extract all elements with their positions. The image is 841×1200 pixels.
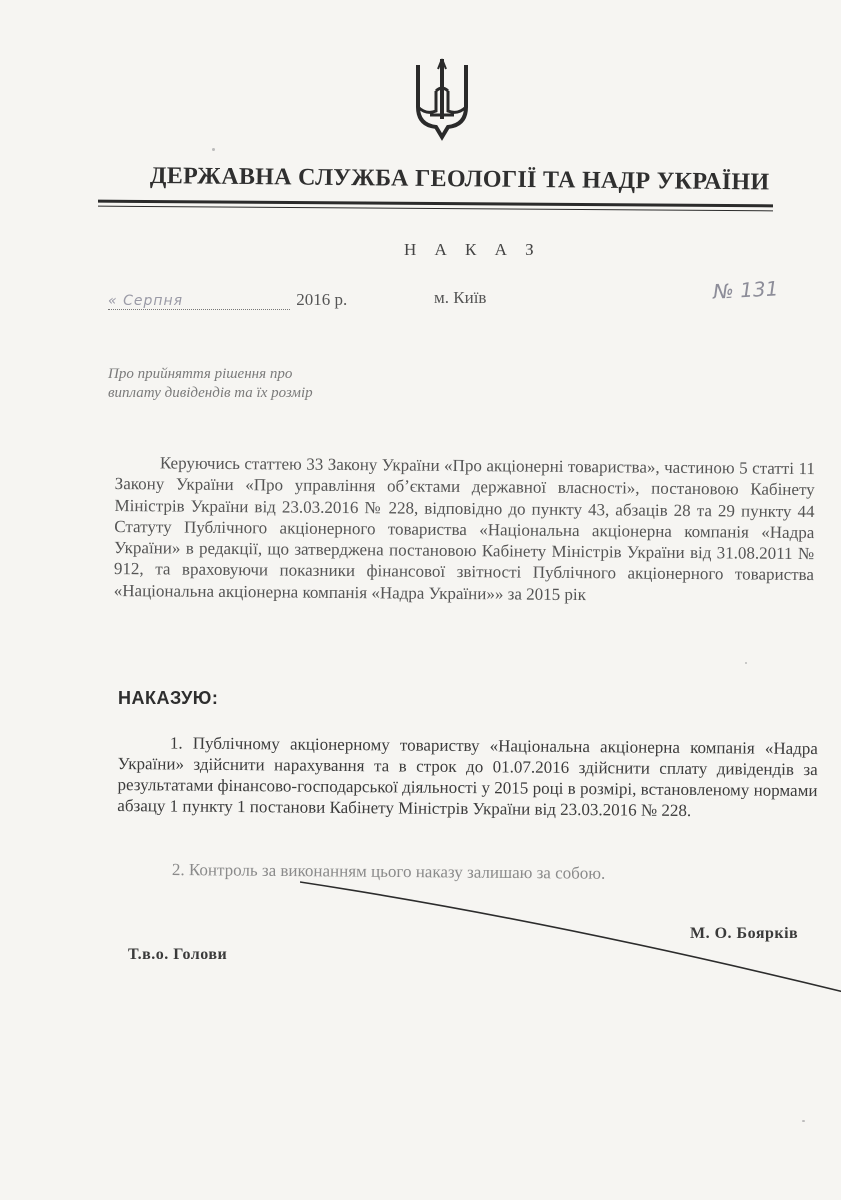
document-type: Н А К А З: [404, 240, 541, 259]
subject-line-2: виплату дивідендів та їх розмір: [108, 385, 313, 401]
subject-line-1: Про прийняття рішення про: [108, 366, 293, 382]
paper-speck: [745, 662, 747, 664]
decree-heading: НАКАЗУЮ:: [118, 688, 219, 708]
decree-item-2: 2. Контроль за виконанням цього наказу залишаю за собою.: [171, 860, 606, 883]
document-date: [108, 290, 347, 310]
trident-emblem-icon: [410, 55, 474, 143]
order-subject: [108, 365, 368, 403]
agency-name: ДЕРЖАВНА СЛУЖБА ГЕОЛОГІЇ ТА НАДР УКРАЇНИ: [149, 163, 770, 196]
paper-speck: [212, 148, 215, 151]
document-number: № 131: [712, 276, 779, 304]
preamble-paragraph: Керуючись статтею 33 Закону України «Про акціонерні товариства», частиною 5 статті 11 Закону України «Про управління об’єктами державної власності», постановою Кабінету Міністрів України від 23.03.2016 № 228, відповідно до пункту 43, абзаців 28 та 29 пункту 44 Статуту Публічного акціонерного товариства «Національна акціонерна компанія «Надра України» в редакції, що затверджена постановою Кабінету Міністрів України від 31.08.2011 № 912, та враховуючи показники фінансової звітності Публічного акціонерного товариства «Національна акціонерна компанія «Надра України»» за 2015 рік: [113, 453, 815, 604]
signer-title: Т.в.о. Голови: [128, 946, 228, 963]
decree-item-1: 1. Публічному акціонерному товариству «Національна акціонерна компанія «Надра України» здійснити нарахування та в строк до 01.07.2016 здійснити сплату дивідендів за результатами фінансово-господарської діяльності у 2015 році в розмірі, встановленому нормами абзацу 1 пункту 1 постанови Кабінету Міністрів України від 23.03.2016 № 228.: [117, 733, 818, 821]
handwritten-date: « Серпня: [108, 293, 290, 310]
document-city: м. Київ: [434, 288, 487, 307]
paper-speck: [802, 1120, 805, 1122]
date-year: 2016 р.: [296, 290, 348, 309]
signer-name: М. О. Боярків: [690, 925, 799, 942]
